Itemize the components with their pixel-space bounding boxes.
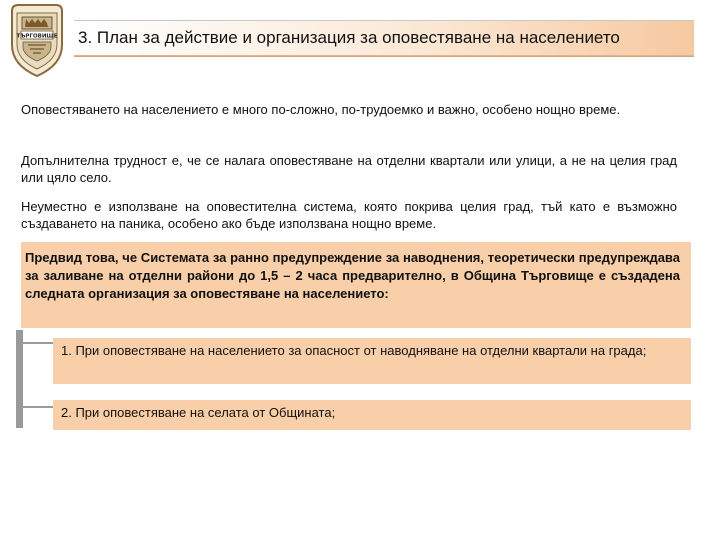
slide-title-bar <box>74 20 694 56</box>
tree-connector-vertical <box>16 330 23 428</box>
svg-text:ТЪРГОВИЩЕ: ТЪРГОВИЩЕ <box>16 33 58 40</box>
slide-title: 3. План за действие и организация за оповестяване на населението <box>78 28 620 47</box>
paragraph-3: Неуместно е използване на оповестителна система, която покрива целия град, тъй като е възможно създаването на паника, особено ако бъде използвана нощно време. <box>21 199 677 231</box>
highlight-box <box>21 242 691 328</box>
highlight-text: Предвид това, че Системата за ранно предупреждение за наводнения, теоретически предупреждава за заливане на отделни райони до 1,5 – 2 часа предварително, в Община Търговище е създадена следната организация за оповестяване на населението: <box>25 250 680 301</box>
list-item-1: 1. При оповестяване на населението за опасност от наводняване на отделни квартали на града; <box>53 338 691 384</box>
paragraph-2: Допълнителна трудност е, че се налага оповестяване на отделни квартали или улици, а не на целия град или цяло село. <box>21 153 677 185</box>
municipality-crest-logo <box>4 1 70 79</box>
tree-connector-branch-2 <box>21 406 53 408</box>
tree-connector-branch-1 <box>21 342 53 344</box>
list-item-2: 2. При оповестяване на селата от Общината; <box>53 400 691 430</box>
paragraph-1: Оповестяването на населението е много по-сложно, по-трудоемко и важно, особено нощно време. <box>21 102 621 117</box>
title-divider <box>74 56 694 57</box>
